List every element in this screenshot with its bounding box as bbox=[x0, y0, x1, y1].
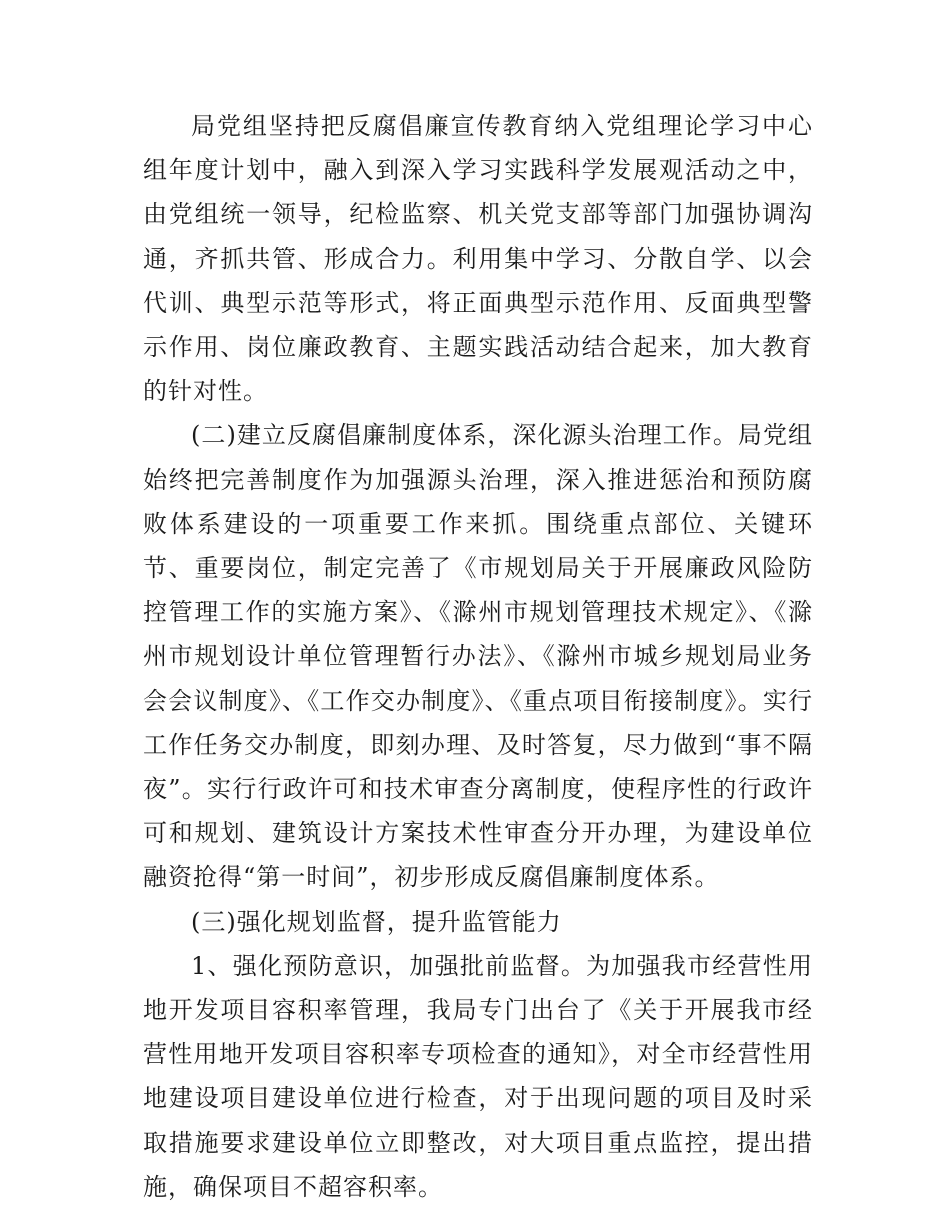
paragraph-party-education: 局党组坚持把反腐倡廉宣传教育纳入党组理论学习中心组年度计划中，融入到深入学习实践科学发展观活动之中，由党组统一领导，纪检监察、机关党支部等部门加强协调沟通，齐抓共管、形成合力。利用集中学习、分散自学、以会代训、典型示范等形式，将正面典型示范作用、反面典型警示作用、岗位廉政教育、主题实践活动结合起来，加大教育的针对性。 bbox=[143, 112, 813, 406]
document-body bbox=[143, 104, 813, 1209]
paragraph-system-building: (二)建立反腐倡廉制度体系，深化源头治理工作。局党组始终把完善制度作为加强源头治理，深入推进惩治和预防腐败体系建设的一项重要工作来抓。围绕重点部位、关键环节、重要岗位，制定完善了《市规划局关于开展廉政风险防控管理工作的实施方案》、《滁州市规划管理技术规定》、《滁州市规划设计单位管理暂行办法》、《滁州市城乡规划局业务会会议制度》、《工作交办制度》、《重点项目衔接制度》。实行工作任务交办制度，即刻办理、及时答复，尽力做到“事不隔夜”。实行行政许可和技术审查分离制度，使程序性的行政许可和规划、建筑设计方案技术性审查分开办理，为建设单位融资抢得“第一时间”，初步形成反腐倡廉制度体系。 bbox=[143, 421, 813, 892]
section-heading-supervision: (三)强化规划监督，提升监管能力 bbox=[191, 907, 562, 936]
paragraph-prevention: 1、强化预防意识，加强批前监督。为加强我市经营性用地开发项目容积率管理，我局专门出台了《关于开展我市经营性用地开发项目容积率专项检查的通知》，对全市经营性用地建设项目建设单位进行检查，对于出现问题的项目及时采取措施要求建设单位立即整改，对大项目重点监控，提出措施，确保项目不超容积率。 bbox=[143, 951, 813, 1201]
